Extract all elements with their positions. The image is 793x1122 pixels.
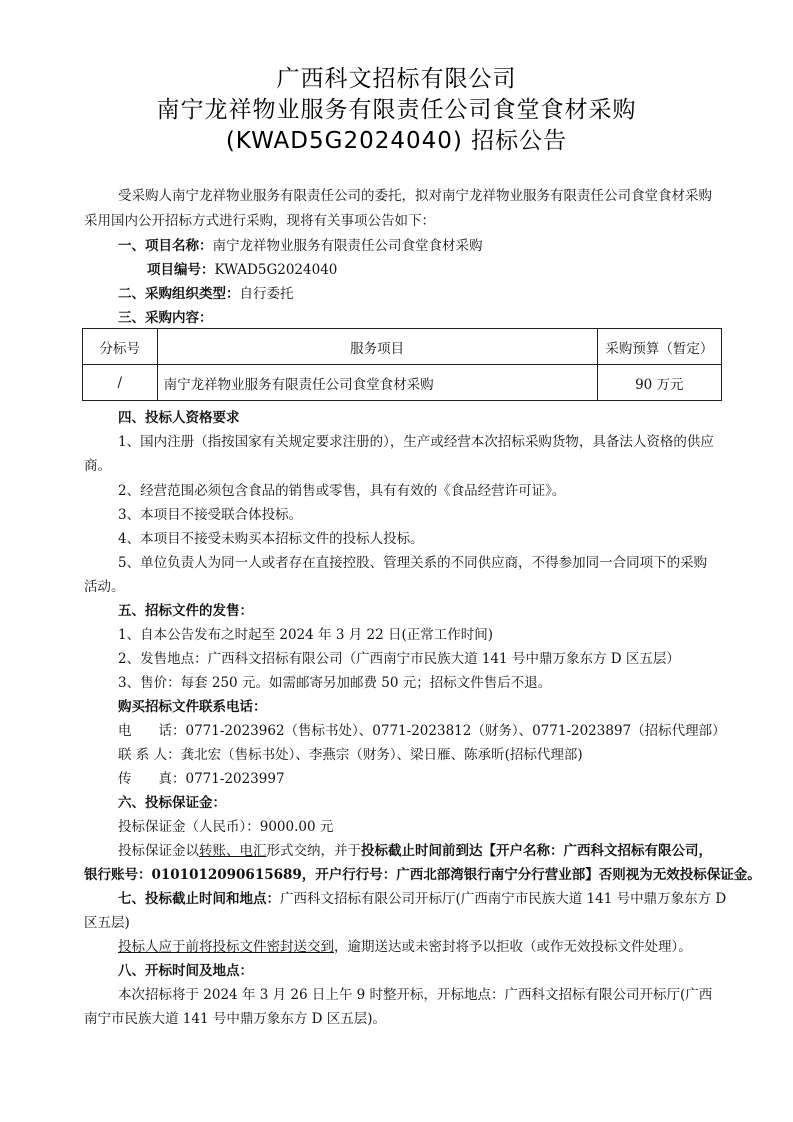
section-2-label: 二、采购组织类型： — [118, 286, 240, 302]
section-7-note-a: 投标人应于前将投标文件密封送交到 — [118, 939, 334, 955]
section-7 — [118, 891, 726, 907]
sale-item-1: 1、自本公告发布之时起至 2024 年 3 月 22 日(正常工作时间) — [118, 627, 493, 643]
table-row — [83, 365, 722, 401]
section-1-value: 南宁龙祥物业服务有限责任公司食堂食材采购 — [212, 238, 483, 254]
qualification-item-2: 2、经营范围必须包含食品的销售或零售，具有有效的《食品经营许可证》。 — [118, 483, 566, 499]
section-7-value-cont: 区五层) — [84, 915, 130, 931]
section-5-heading: 五、招标文件的发售： — [118, 603, 253, 619]
deposit-account: 银行账号：0101012090615689，开户行行号：广西北部湾银行南宁分行营业部】否则视为无效投标保证金。 — [84, 867, 761, 883]
section-7-heading: 七、投标截止时间和地点： — [118, 891, 280, 907]
table-cell: / — [83, 365, 158, 401]
section-7-value: 广西科文招标有限公司开标厅(广西南宁市民族大道 141 号中鼎万象东方 D — [280, 891, 727, 907]
project-code-label: 项目编号： — [147, 262, 215, 278]
contact-fax — [118, 771, 285, 787]
section-7-note — [118, 939, 692, 955]
section-2-value: 自行委托 — [239, 286, 294, 302]
section-2 — [118, 286, 294, 302]
deposit-text: 形式交纳，并于 — [266, 843, 361, 859]
qualification-item-5-cont: 活动。 — [84, 579, 125, 595]
section-4-heading: 四、投标人资格要求 — [118, 410, 240, 426]
deposit-text: 投标保证金以 — [118, 843, 199, 859]
intro-line-2: 采用国内公开招标方式进行采购，现将有关事项公告如下： — [84, 213, 435, 229]
section-7-note-b: ，逾期送达或未密封将予以拒收（或作无效投标文件处理）。 — [334, 939, 692, 955]
sale-item-3: 3、售价：每套 250 元。如需邮寄另加邮费 50 元；招标文件售后不退。 — [118, 675, 552, 691]
deposit-account-name: 前到达【开户名称：广西科文招标有限公司， — [442, 843, 712, 859]
section-3-heading: 三、采购内容： — [118, 310, 213, 326]
qualification-item-4: 4、本项目不接受未购买本招标文件的投标人投标。 — [118, 531, 424, 547]
opening-line-2: 南宁市民族大道 141 号中鼎万象东方 D 区五层)。 — [84, 1011, 387, 1027]
contact-fax-value: 0771-2023997 — [185, 771, 285, 787]
procurement-table — [82, 328, 722, 401]
deposit-method — [118, 843, 712, 859]
intro-line-1: 受采购人南宁龙祥物业服务有限责任公司的委托，拟对南宁龙祥物业服务有限责任公司食堂食材采购 — [118, 188, 712, 204]
deposit-method-type: 转账、电汇 — [199, 843, 267, 859]
contact-person-label: 联 系 人： — [118, 747, 181, 763]
opening-line-1: 本次招标将于 2024 年 3 月 26 日上午 9 时整开标，开标地点：广西科文招标有限公司开标厅(广西 — [118, 987, 713, 1003]
section-1 — [118, 238, 483, 254]
table-header-row — [83, 329, 722, 365]
section-8-heading: 八、开标时间及地点： — [118, 963, 253, 979]
table-header-cell: 服务项目 — [157, 329, 597, 365]
qualification-item-1-cont: 商。 — [84, 458, 111, 474]
deposit-deadline: 投标截止时间 — [361, 843, 442, 859]
deposit-amount: 投标保证金（人民币）：9000.00 元 — [118, 819, 334, 835]
table-cell: 南宁龙祥物业服务有限责任公司食堂食材采购 — [157, 365, 597, 401]
title-notice: (KWAD5G2024040) 招标公告 — [225, 128, 568, 154]
table-header-cell: 采购预算（暂定） — [597, 329, 721, 365]
qualification-item-1: 1、国内注册（指按国家有关规定要求注册的），生产或经营本次招标采购货物，具备法人资格的供应 — [118, 434, 714, 450]
project-code-value: KWAD5G2024040 — [214, 262, 338, 278]
qualification-item-3: 3、本项目不接受联合体投标。 — [118, 507, 303, 523]
qualification-item-5: 5、单位负责人为同一人或者存在直接控股、管理关系的不同供应商，不得参加同一合同项下的采购 — [118, 555, 708, 571]
section-6-heading: 六、投标保证金： — [118, 795, 226, 811]
title-company: 广西科文招标有限公司 — [276, 66, 517, 92]
contact-phone-value: 0771-2023962（售标书处）、0771-2023812（财务）、0771-2023897（招标代理部） — [185, 723, 726, 739]
section-1-label: 一、项目名称： — [118, 238, 213, 254]
project-code — [147, 262, 337, 278]
contact-person-value: 龚北宏（售标书处）、李燕宗（财务）、梁日雁、陈承昕(招标代理部) — [180, 747, 583, 763]
table-cell: 90 万元 — [597, 365, 721, 401]
sale-item-2: 2、发售地点：广西科文招标有限公司（广西南宁市民族大道 141 号中鼎万象东方 D 区五层） — [118, 651, 680, 667]
contact-phone-label: 电 话： — [118, 723, 186, 739]
contact-fax-label: 传 真： — [118, 771, 186, 787]
contact-heading: 购买招标文件联系电话： — [118, 699, 267, 715]
contact-phone — [118, 723, 726, 739]
title-project: 南宁龙祥物业服务有限责任公司食堂食材采购 — [156, 97, 637, 123]
table-header-cell: 分标号 — [83, 329, 158, 365]
contact-person — [118, 747, 583, 763]
